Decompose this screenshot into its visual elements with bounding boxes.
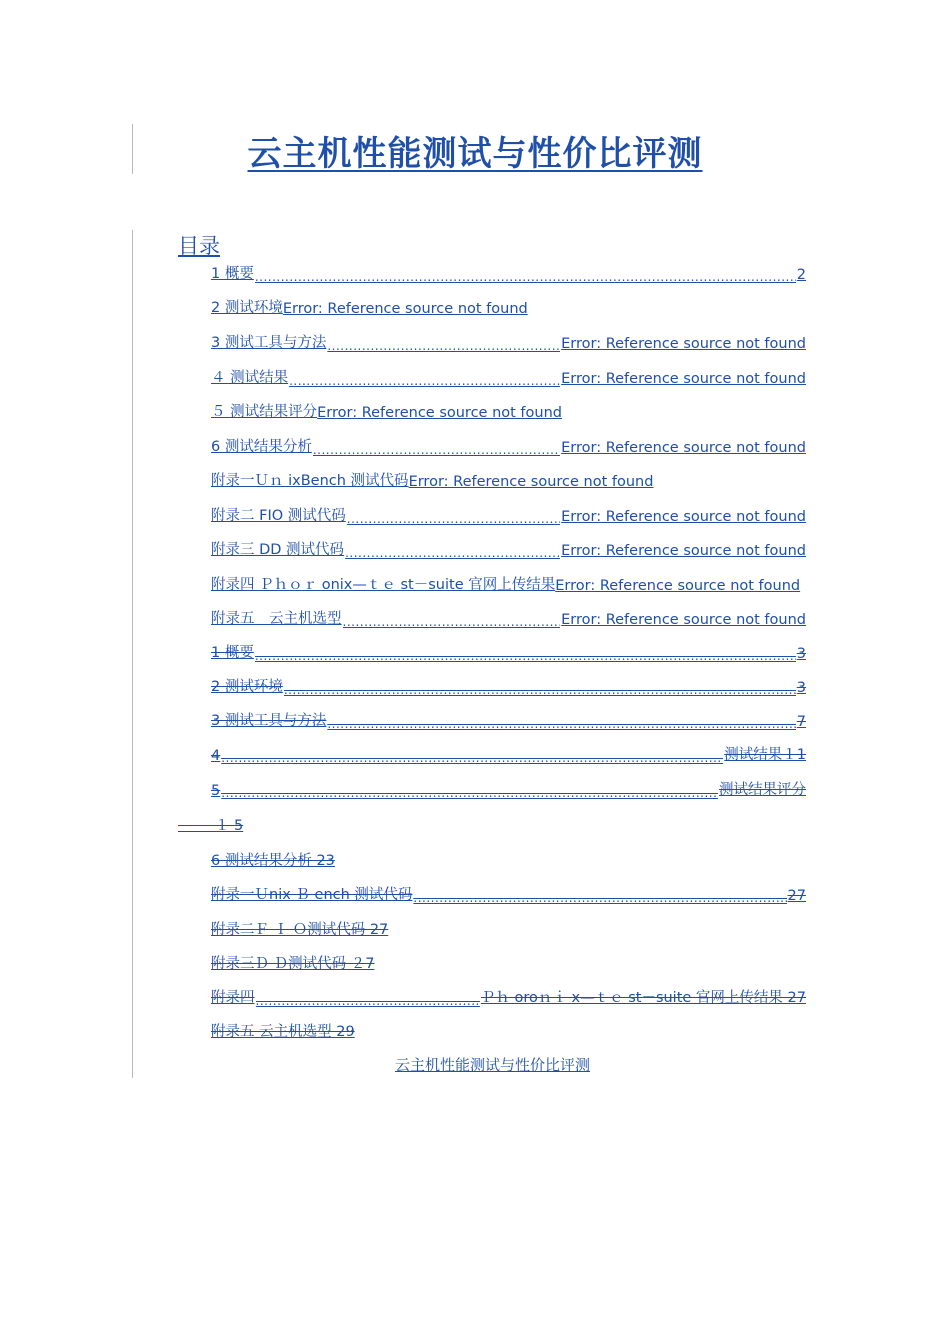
deleted-toc-entry[interactable]: 3 测试工具与方法 ..... 7 bbox=[211, 708, 806, 730]
deleted-toc-entry[interactable]: 附录五 云主机选型 29 bbox=[211, 1024, 355, 1040]
deleted-toc-entry-continuation: １ 5 bbox=[178, 818, 244, 834]
deleted-toc-entry[interactable]: 附录三Ｄ Ｄ测试代码 ２7 bbox=[211, 956, 375, 972]
running-footer: 云主机性能测试与性价比评测 bbox=[394, 1056, 590, 1074]
dot-leader bbox=[413, 892, 786, 904]
deleted-toc-entry[interactable]: 4 ..... 测试结果１1 bbox=[211, 742, 806, 764]
dot-leader bbox=[255, 271, 796, 283]
change-bar bbox=[132, 230, 133, 1078]
dot-leader bbox=[221, 752, 723, 764]
dot-leader bbox=[345, 547, 560, 559]
deleted-toc-entry[interactable]: 5 ..... 测试结果评分 bbox=[211, 777, 806, 799]
deleted-toc-entry[interactable]: 2 测试环境 ..... 3 bbox=[211, 674, 806, 696]
dot-leader bbox=[327, 340, 560, 352]
dot-leader bbox=[313, 444, 560, 456]
toc-entry[interactable]: 6 测试结果分析 ..... Error: Reference source not found bbox=[211, 434, 806, 456]
dot-leader bbox=[343, 616, 561, 628]
dot-leader bbox=[221, 787, 718, 799]
toc-heading[interactable]: 目录 bbox=[178, 234, 220, 258]
dot-leader bbox=[284, 684, 796, 696]
toc-entry[interactable]: ４ 测试结果 ..... Error: Reference source not found bbox=[211, 365, 806, 387]
dot-leader bbox=[255, 650, 796, 662]
dot-leader bbox=[327, 718, 795, 730]
toc-entry[interactable]: 附录五 云主机选型 ..... Error: Reference source not found bbox=[211, 606, 806, 628]
dot-leader bbox=[256, 995, 480, 1007]
toc-entry[interactable]: ５ 测试结果评分 Error: Reference source not found bbox=[211, 404, 562, 421]
toc-entry[interactable]: 附录一Ｕｎ ixBench 测试代码 Error: Reference source not found bbox=[211, 473, 654, 490]
dot-leader bbox=[289, 375, 560, 387]
toc-entry[interactable]: 1 概要 ..... 2 bbox=[211, 261, 806, 283]
deleted-toc-entry[interactable]: 6 测试结果分析 23 bbox=[211, 853, 335, 869]
toc-entry[interactable]: 2 测试环境 Error: Reference source not found bbox=[211, 300, 528, 317]
deleted-toc-entry[interactable]: 1 概要 ..... 3 bbox=[211, 640, 806, 662]
toc-entry[interactable]: 3 测试工具与方法 ..... Error: Reference source not found bbox=[211, 330, 806, 352]
toc-entry[interactable]: 附录四 Ｐｈｏｒ onix—ｔｅ st－suite 官网上传结果 Error: Reference source not found bbox=[211, 577, 801, 594]
deleted-toc-entry[interactable]: 附录二Ｆ Ｉ Ｏ测试代码 27 bbox=[211, 922, 389, 938]
dot-leader bbox=[347, 513, 560, 525]
toc-entry[interactable]: 附录二 FIO 测试代码 ..... Error: Reference source not found bbox=[211, 503, 806, 525]
deleted-toc-entry[interactable]: 附录四 ..... Ｐｈ oroｎｉ x—ｔｅ st－suite 官网上传结果 27 bbox=[211, 985, 806, 1007]
toc-entry[interactable]: 附录三 DD 测试代码 ..... Error: Reference source not found bbox=[211, 537, 806, 559]
document-title: 云主机性能测试与性价比评测 bbox=[247, 134, 703, 174]
deleted-toc-entry[interactable]: 附录一Ｕnix Ｂ ench 测试代码 ..... 27 bbox=[211, 882, 806, 904]
